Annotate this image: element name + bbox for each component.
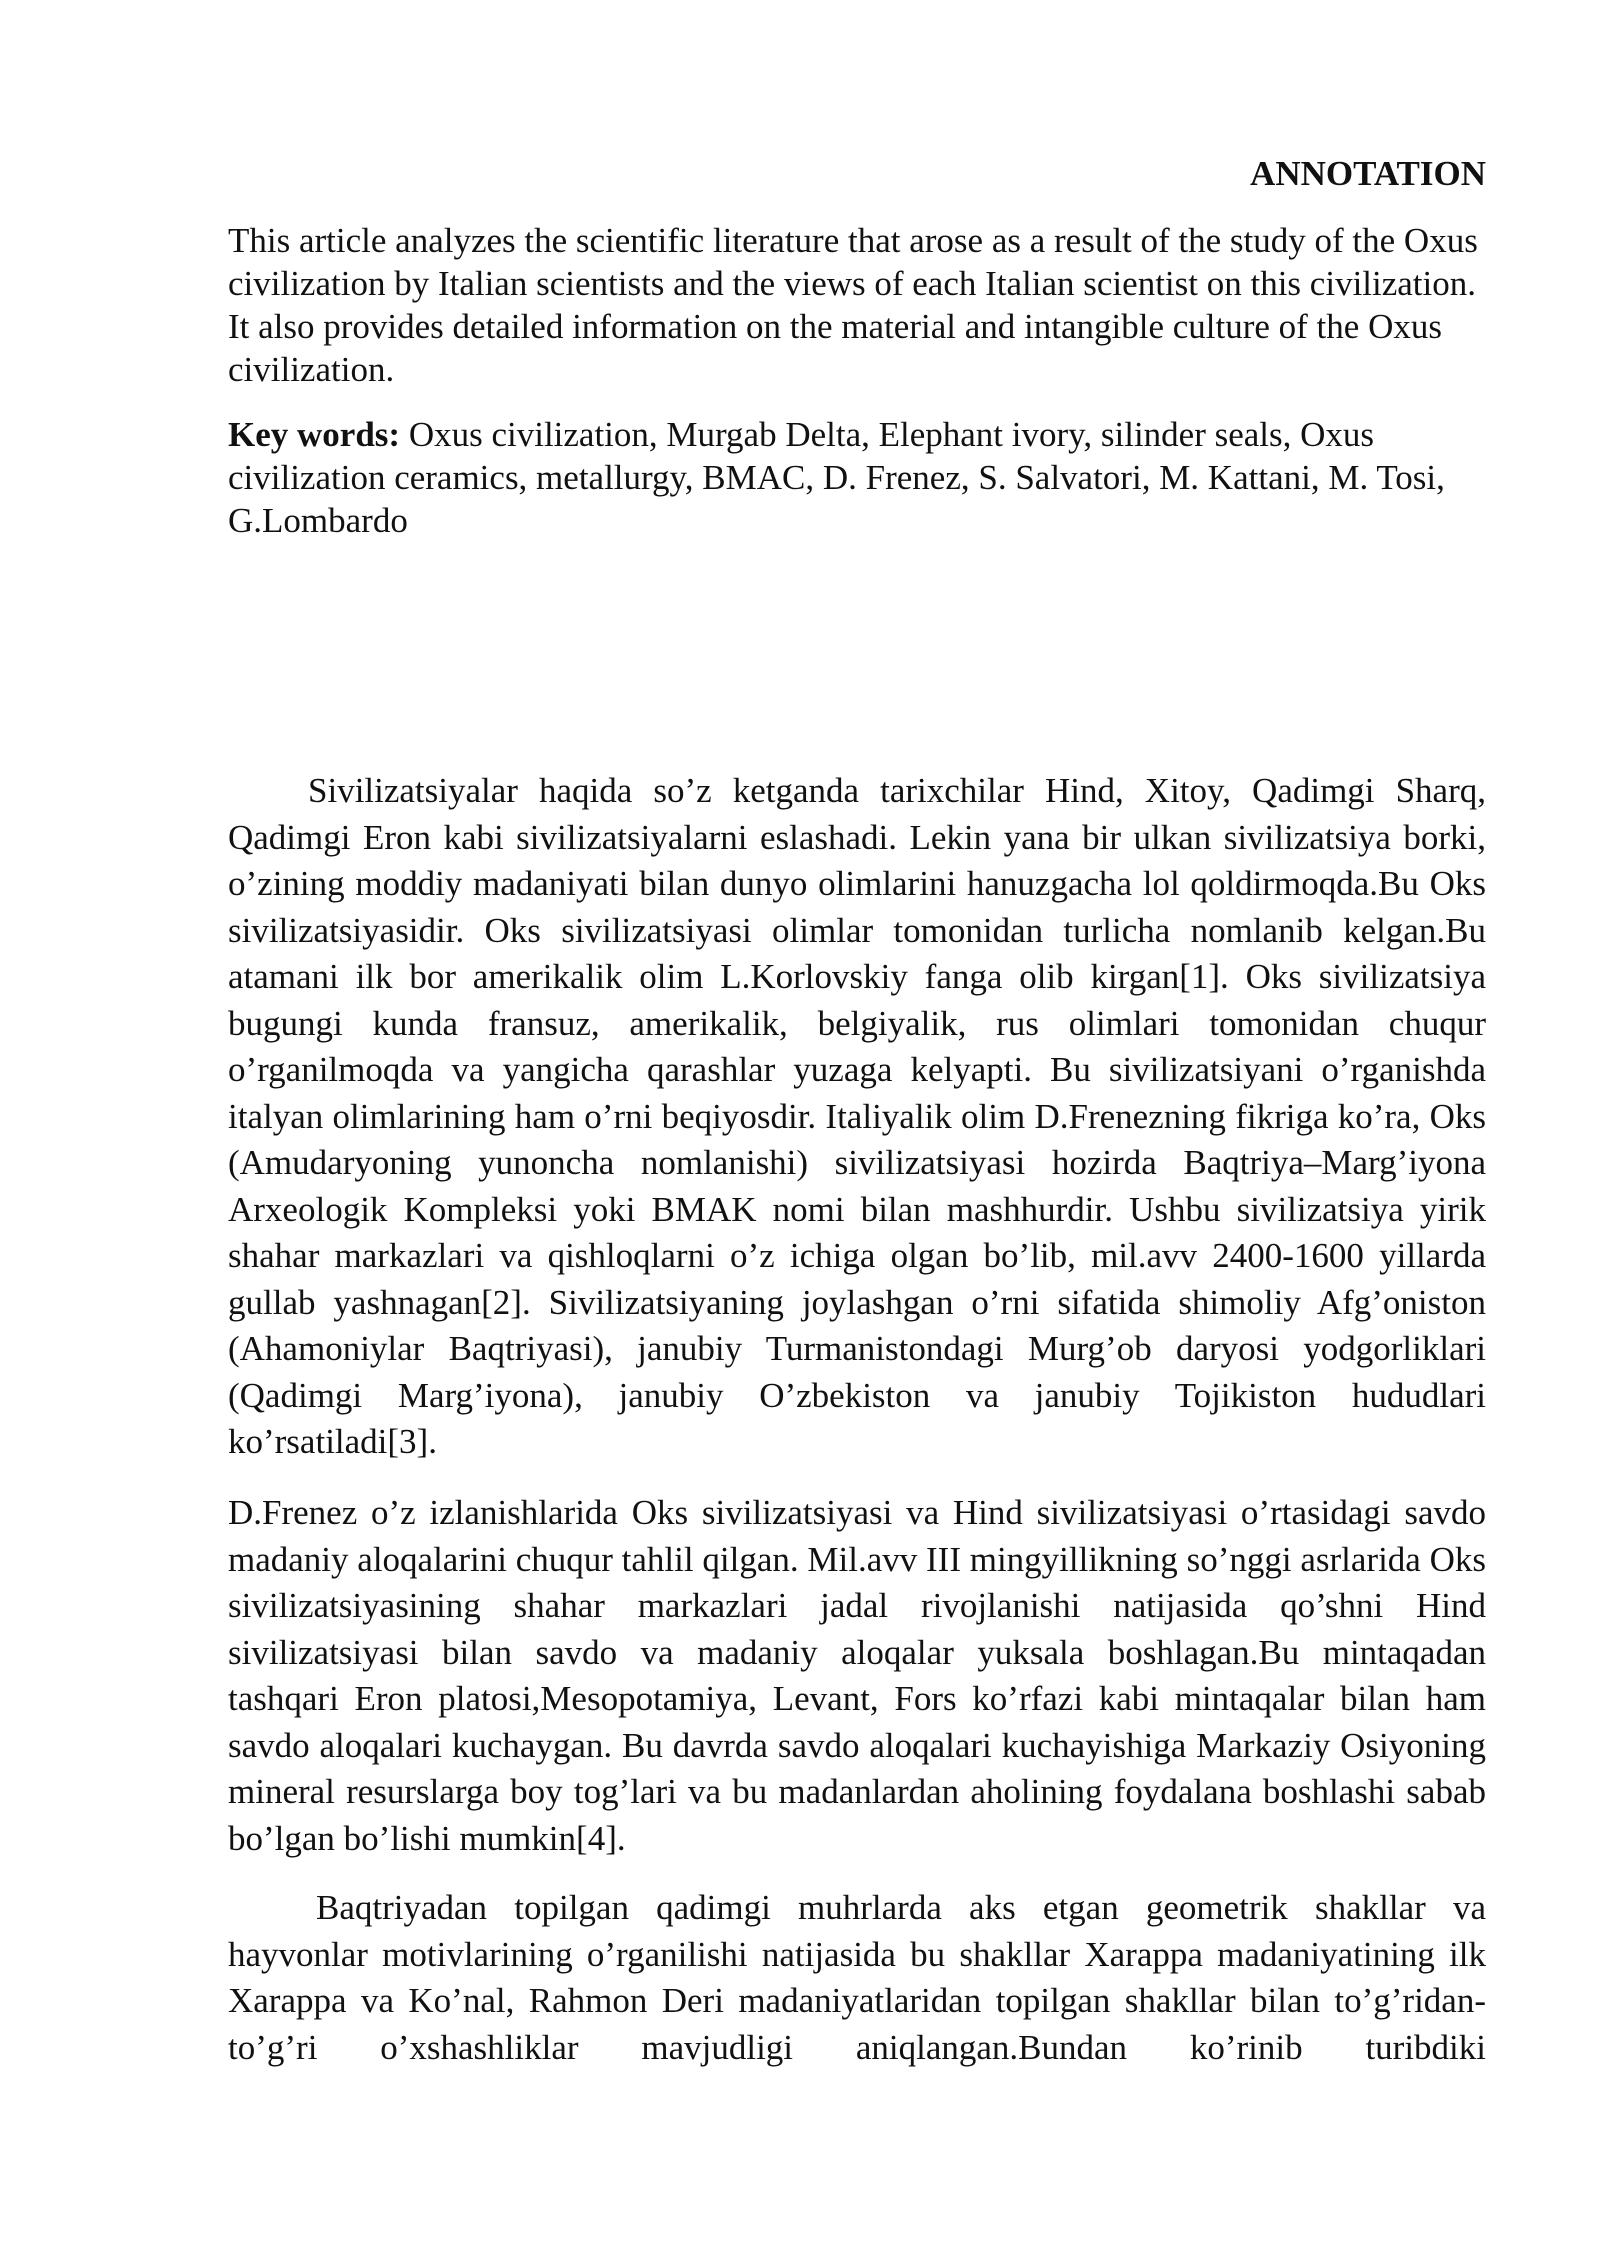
body-paragraph-3: Baqtriyadan topilgan qadimgi muhrlarda aks etgan geometrik shakllar va hayvonlar motivlarining o’rganilishi natijasida bu shakllar Xarappa madaniyatining ilk Xarappa va Ko’nal, Rahmon Deri madaniyatlaridan topilgan shakllar bilan to’g’ridan-to’g’ri o’xshashliklar mavjudligi aniqlangan.Bundan ko’rinib turibdiki bbox=[228, 1888, 1486, 2067]
annotation-text: This article analyzes the scientific literature that arose as a result of the study of the Oxus civilization by Italian scientists and the views of each Italian scientist on this civilization. It also provides detailed information on the material and intangible culture of the Oxus civilization. bbox=[228, 221, 1478, 389]
body-paragraph-2: D.Frenez o’z izlanishlarida Oks sivilizatsiyasi va Hind sivilizatsiyasi o’rtasidagi savdo madaniy aloqalarini chuqur tahlil qilgan. Mil.avv III mingyillikning so’nggi asrlarida Oks sivilizatsiyasining shahar markazlari jadal rivojlanishi natijasida qo’shni Hind sivilizatsiyasi bilan savdo va madaniy aloqalar yuksala boshlagan.Bu mintaqadan tashqari Eron platosi,Mesopotamiya, Levant, Fors ko’rfazi kabi mintaqalar bilan ham savdo aloqalari kuchaygan. Bu davrda savdo aloqalari kuchayishiga Markaziy Osiyoning mineral resurslarga boy tog’lari va bu madanlardan aholining foydalana boshlashi sabab bo’lgan bo’lishi mumkin[4]. bbox=[228, 1493, 1486, 1858]
keywords-text: Oxus civilization, Murgab Delta, Elephant ivory, silinder seals, Oxus civilization ceramics, metallurgy, BMAC, D. Frenez, S. Salvatori, M. Kattani, M. Tosi, G.Lombardo bbox=[228, 415, 1445, 540]
annotation-heading: ANNOTATION bbox=[1250, 154, 1486, 193]
body-paragraph-1: Sivilizatsiyalar haqida so’z ketganda tarixchilar Hind, Xitoy, Qadimgi Sharq, Qadimgi Eron kabi sivilizatsiyalarni eslashadi. Lekin yana bir ulkan sivilizatsiya borki, o’zining moddiy madaniyati bilan dunyo olimlarini hanuzgacha lol qoldirmoqda.Bu Oks sivilizatsiyasidir. Oks sivilizatsiyasi olimlar tomonidan turlicha nomlanib kelgan.Bu atamani ilk bor amerikalik olim L.Korlovskiy fanga olib kirgan[1]. Oks sivilizatsiya bugungi kunda fransuz, amerikalik, belgiyalik, rus olimlari tomonidan chuqur o’rganilmoqda va yangicha qarashlar yuzaga kelyapti. Bu sivilizatsiyani o’rganishda italyan olimlarining ham o’rni beqiyosdir. Italiyalik olim D.Frenezning fikriga ko’ra, Oks (Amudaryoning yunoncha nomlanishi) sivilizatsiyasi hozirda Baqtriya–Marg’iyona Arxeologik Kompleksi yoki BMAK nomi bilan mashhurdir. Ushbu sivilizatsiya yirik shahar markazlari va qishloqlarni o’z ichiga olgan bo’lib, mil.avv 2400-1600 yillarda gullab yashnagan[2]. Sivilizatsiyaning joylashgan o’rni sifatida shimoliy Afg’oniston (Ahamoniylar Baqtriyasi), janubiy Turmanistondagi Murg’ob daryosi yodgorliklari (Qadimgi Marg’iyona), janubiy O’zbekiston va janubiy Tojikiston hududlari ko’rsatiladi[3]. bbox=[228, 771, 1486, 1461]
keywords-paragraph bbox=[228, 413, 1486, 542]
keywords-label: Key words: bbox=[228, 415, 401, 454]
